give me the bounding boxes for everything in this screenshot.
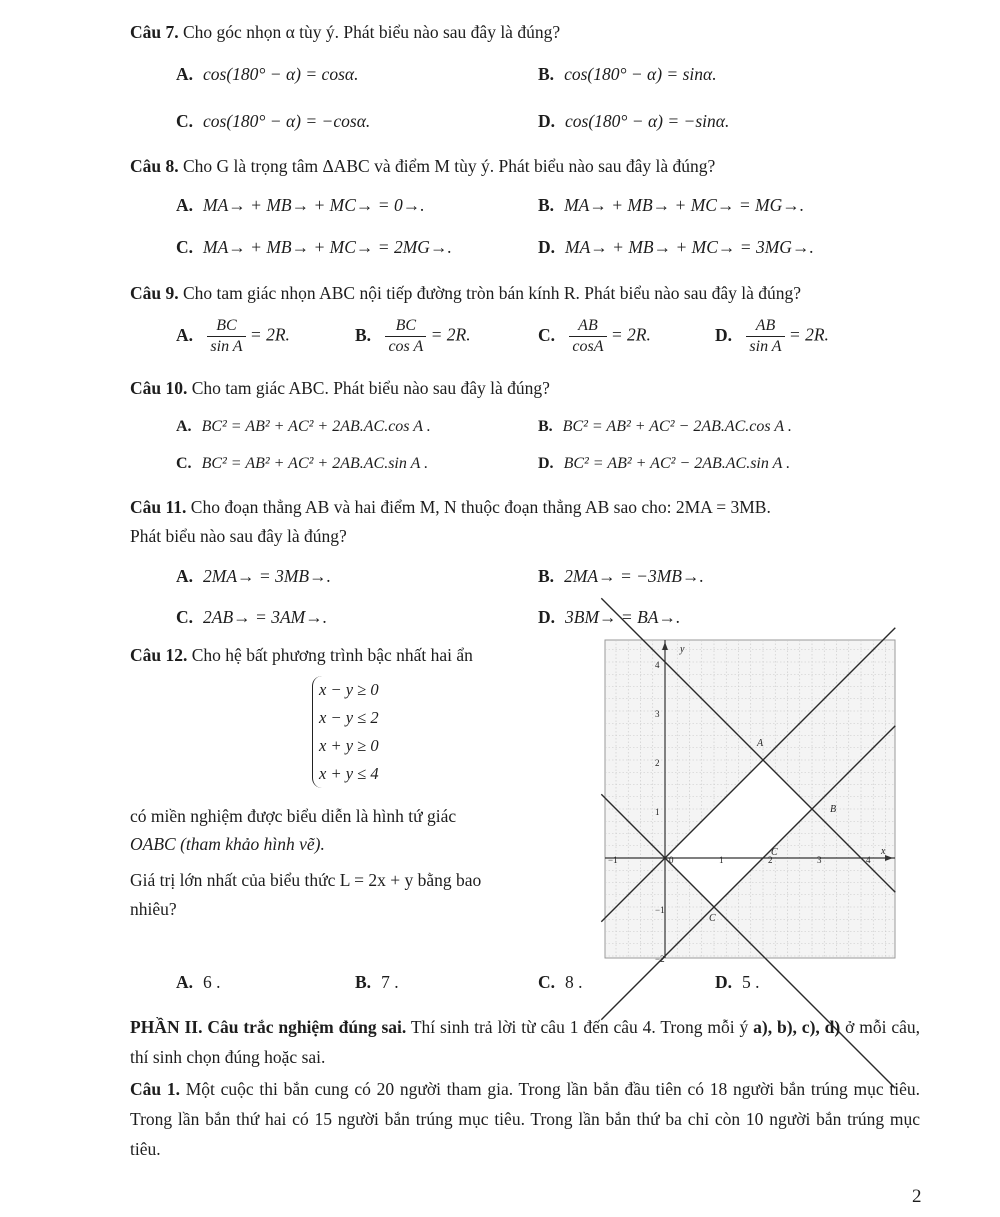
q7-option-c	[176, 111, 370, 132]
inequality-4: x + y ≤ 4	[319, 764, 379, 783]
fraction-numerator: AB	[746, 316, 784, 337]
question-12-desc-line1: có miền nghiệm được biểu diễn là hình tứ giác	[130, 806, 457, 826]
q10-option-d	[538, 455, 790, 473]
q10-option-b-text: BC² = AB² + AC² − 2AB.AC.cos A .	[562, 418, 792, 435]
q9-option-c-rhs: = 2R.	[610, 324, 651, 345]
y-axis-label: y	[680, 644, 685, 655]
q12-option-b-text: 7 .	[381, 972, 399, 992]
q12-option-d	[715, 972, 760, 993]
q10-option-d-label: D.	[538, 455, 554, 472]
question-8-text: Cho G là trọng tâm ΔABC và điểm M tùy ý. Phát biểu nào sau đây là đúng?	[183, 156, 716, 176]
x-tick-label: 1	[719, 855, 724, 865]
y-tick-label: 4	[655, 660, 660, 670]
question-11-stem-line2: Phát biểu nào sau đây là đúng?	[130, 526, 347, 546]
q9-option-b-rhs: = 2R.	[430, 324, 471, 345]
q8-option-d-text: MA→ + MB→ + MC→ = 3MG→.	[565, 237, 814, 257]
q11-option-a-label: A.	[176, 566, 194, 586]
q10-option-c-label: C.	[176, 455, 192, 472]
question-9-stem	[130, 283, 801, 304]
q9-option-d-fraction	[746, 316, 784, 357]
q10-option-b	[538, 418, 792, 436]
q8-option-c-text: MA→ + MB→ + MC→ = 2MG→.	[203, 237, 452, 257]
fraction-numerator: BC	[385, 316, 426, 337]
question-12-ask-line2: nhiêu?	[130, 899, 177, 919]
part-2-intro	[130, 1012, 920, 1072]
q10-option-a-label: A.	[176, 418, 192, 435]
fraction-numerator: BC	[207, 316, 245, 337]
q12-option-c-text: 8 .	[565, 972, 583, 992]
q7-option-c-label: C.	[176, 111, 194, 131]
fraction-numerator: AB	[569, 316, 606, 337]
question-12-desc-line2: OABC (tham khảo hình vẽ).	[130, 834, 325, 854]
question-10-text: Cho tam giác ABC. Phát biểu nào sau đây là đúng?	[191, 378, 550, 398]
fraction-denominator: cosA	[572, 338, 604, 355]
q9-option-c-fraction	[569, 316, 606, 357]
point-label-C: C	[771, 847, 778, 858]
q7-option-a-label: A.	[176, 64, 194, 84]
q7-option-a-text: cos(180° − α) = cosα.	[203, 64, 359, 84]
q7-option-d-text: cos(180° − α) = −sinα.	[565, 111, 730, 131]
q8-option-b-label: B.	[538, 195, 555, 215]
q11-option-d-label: D.	[538, 607, 556, 627]
part-2-heading: PHẦN II. Câu trắc nghiệm đúng sai.	[130, 1017, 407, 1037]
q11-option-b-label: B.	[538, 566, 555, 586]
q7-option-c-text: cos(180° − α) = −cosα.	[203, 111, 371, 131]
q12-option-a-text: 6 .	[203, 972, 221, 992]
x-tick-label: 3	[817, 855, 822, 865]
part-2-question-1-text: Một cuộc thi bắn cung có 20 người tham gia. Trong lần bắn đầu tiên có 18 người bắn trúng mục tiêu. Trong lần bắn thứ hai có 15 người bắn trúng mục tiêu. Trong lần bắn thứ ba chỉ còn 10 người bắn trúng mục tiêu.	[130, 1079, 920, 1159]
q10-option-d-text: BC² = AB² + AC² − 2AB.AC.sin A .	[563, 455, 791, 472]
q10-option-b-label: B.	[538, 418, 553, 435]
fraction-denominator: sin A	[210, 338, 243, 355]
q8-option-d-label: D.	[538, 237, 556, 257]
inequality-2: x − y ≤ 2	[319, 708, 379, 727]
part-2-question-1	[130, 1074, 920, 1164]
q9-option-a	[176, 316, 290, 357]
feasible-region-graph	[605, 640, 895, 964]
inequality-3: x + y ≥ 0	[319, 736, 379, 755]
q7-option-b	[538, 64, 717, 85]
part-2-instruction-a: Thí sinh trả lời từ câu 1 đến câu 4. Trong mỗi ý	[410, 1017, 754, 1037]
q11-option-a-text: 2MA→ = 3MB→.	[203, 566, 331, 586]
q11-option-a	[176, 566, 331, 587]
inequality-system	[312, 676, 379, 788]
q7-option-d	[538, 111, 729, 132]
q9-option-d-rhs: = 2R.	[788, 324, 829, 345]
question-7-text: Cho góc nhọn α tùy ý. Phát biểu nào sau đây là đúng?	[183, 22, 561, 42]
question-10-number: Câu 10.	[130, 378, 188, 398]
q8-option-d	[538, 237, 814, 258]
q9-option-b-label: B.	[355, 324, 372, 345]
part-2-question-1-number: Câu 1.	[130, 1079, 180, 1099]
q8-option-a-text: MA→ + MB→ + MC→ = 0→.	[203, 195, 425, 215]
question-12-stem	[130, 645, 473, 666]
q12-option-c-label: C.	[538, 972, 556, 992]
q12-option-d-text: 5 .	[742, 972, 760, 992]
x-tick-label: 2	[768, 855, 773, 865]
q12-option-c	[538, 972, 583, 993]
q9-option-c	[538, 316, 651, 357]
q11-option-c-text: 2AB→ = 3AM→.	[203, 607, 328, 627]
question-12-text: Cho hệ bất phương trình bậc nhất hai ẩn	[191, 645, 473, 665]
question-12-number: Câu 12.	[130, 645, 188, 665]
y-tick-label: −2	[655, 954, 665, 964]
question-12-ask-line1: Giá trị lớn nhất của biểu thức L = 2x + y bằng bao	[130, 870, 482, 890]
q9-option-a-label: A.	[176, 324, 194, 345]
q10-option-c-text: BC² = AB² + AC² + 2AB.AC.sin A .	[201, 455, 429, 472]
q9-option-a-rhs: = 2R.	[249, 324, 290, 345]
q12-option-b	[355, 972, 399, 993]
part-2-instruction-b: ở mỗi câu, thí sinh chọn đúng hoặc sai.	[130, 1017, 921, 1067]
question-9-number: Câu 9.	[130, 283, 179, 303]
question-7-stem	[130, 22, 560, 43]
q12-option-d-label: D.	[715, 972, 733, 992]
page-number: 2	[912, 1186, 922, 1207]
question-11-stem	[130, 497, 771, 518]
q11-option-c-label: C.	[176, 607, 194, 627]
q10-option-a	[176, 418, 431, 436]
q8-option-b-text: MA→ + MB→ + MC→ = MG→.	[564, 195, 805, 215]
q9-option-c-label: C.	[538, 324, 556, 345]
q8-option-c	[176, 237, 452, 258]
question-9-text: Cho tam giác nhọn ABC nội tiếp đường tròn bán kính R. Phát biểu nào sau đây là đúng?	[183, 283, 802, 303]
q11-option-d-text: 3BM→ = BA→.	[565, 607, 681, 627]
y-tick-label: 2	[655, 758, 660, 768]
question-11-text: Cho đoạn thẳng AB và hai điểm M, N thuộc đoạn thẳng AB sao cho: 2MA = 3MB.	[190, 497, 771, 517]
q9-option-a-fraction	[207, 316, 245, 357]
question-7-number: Câu 7.	[130, 22, 179, 42]
question-11-number: Câu 11.	[130, 497, 187, 517]
x-axis-label: x	[881, 846, 886, 857]
q8-option-a	[176, 195, 425, 216]
q9-option-d-label: D.	[715, 324, 733, 345]
fraction-denominator: sin A	[749, 338, 782, 355]
q12-option-a	[176, 972, 221, 993]
q7-option-a	[176, 64, 358, 85]
point-label-A: A	[757, 738, 764, 749]
q8-option-a-label: A.	[176, 195, 194, 215]
q11-option-b	[538, 566, 704, 587]
question-10-stem	[130, 378, 550, 399]
point-label-B: B	[830, 804, 837, 815]
q9-option-b	[355, 316, 471, 357]
q7-option-d-label: D.	[538, 111, 556, 131]
q7-option-b-label: B.	[538, 64, 555, 84]
fraction-denominator: cos A	[388, 338, 424, 355]
point-label-C: C	[709, 913, 716, 924]
y-tick-label: −1	[655, 905, 665, 915]
q10-option-c	[176, 455, 428, 473]
part-2-instruction-options: a), b), c), d)	[753, 1017, 841, 1037]
q11-option-b-text: 2MA→ = −3MB→.	[564, 566, 704, 586]
x-tick-label: 4	[866, 855, 871, 865]
y-tick-label: 3	[655, 709, 660, 719]
inequality-1: x − y ≥ 0	[319, 680, 379, 699]
q11-option-c	[176, 607, 327, 628]
q12-option-a-label: A.	[176, 972, 194, 992]
q12-option-b-label: B.	[355, 972, 372, 992]
q11-option-d	[538, 607, 680, 628]
q8-option-c-label: C.	[176, 237, 194, 257]
q10-option-a-text: BC² = AB² + AC² + 2AB.AC.cos A .	[201, 418, 431, 435]
q9-option-d	[715, 316, 829, 357]
y-tick-label: 1	[655, 807, 660, 817]
x-tick-label: −1	[608, 855, 618, 865]
question-8-number: Câu 8.	[130, 156, 179, 176]
question-8-stem	[130, 156, 715, 177]
x-tick-label: 0	[669, 855, 674, 865]
q8-option-b	[538, 195, 804, 216]
q9-option-b-fraction	[385, 316, 426, 357]
q7-option-b-text: cos(180° − α) = sinα.	[564, 64, 717, 84]
